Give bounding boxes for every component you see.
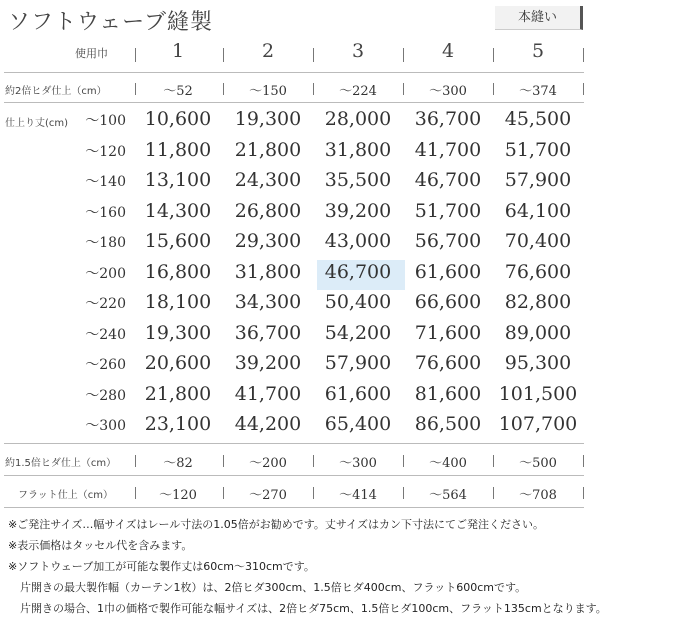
- price-cell: 61,600: [324, 382, 392, 405]
- width-2x-separator: [135, 83, 136, 95]
- header-separator: [403, 48, 404, 62]
- price-cell: 31,800: [324, 138, 392, 161]
- width-flat-separator: [403, 487, 404, 499]
- price-cell: 44,200: [234, 413, 302, 435]
- header-separator: [135, 48, 136, 62]
- column-header: 3: [351, 40, 365, 62]
- width-15x-rule: [4, 475, 584, 476]
- note-line: 片開きの場合、1巾の価格で製作可能な幅サイズは、2倍ヒダ75cm、1.5倍ヒダ100cm、フラット135cmとなります。: [20, 602, 607, 615]
- price-cell: 20,600: [144, 352, 212, 374]
- header-rule: [4, 72, 584, 73]
- price-cell: 14,300: [144, 199, 212, 222]
- price-cell: 28,000: [324, 108, 392, 130]
- width-flat-separator: [493, 487, 494, 499]
- price-cell: 43,000: [324, 230, 392, 252]
- width-flat-separator: [583, 487, 584, 499]
- price-cell: 29,300: [234, 230, 302, 252]
- price-rule: [4, 443, 584, 444]
- price-cell: 31,800: [234, 260, 302, 283]
- width-2x-separator: [223, 83, 224, 95]
- price-cell: 61,600: [414, 260, 482, 283]
- price-cell: 57,900: [324, 352, 392, 374]
- price-cell: 26,800: [234, 199, 302, 222]
- width-2x-value: ～224: [339, 84, 377, 99]
- width-15x-separator: [223, 455, 224, 467]
- price-cell: 64,100: [504, 199, 572, 222]
- column-header: 2: [261, 40, 275, 62]
- note-line: 片開きの最大製作幅（カーテン1枚）は、2倍ヒダ300cm、1.5倍ヒダ400cm、フラット600cmです。: [20, 581, 527, 594]
- note-line: ※ご発注サイズ…幅サイズはレール寸法の1.05倍がお勧めです。丈サイズはカン下寸法にてご発注ください。: [8, 518, 544, 531]
- width-2x-separator: [313, 83, 314, 95]
- width-flat-value: ～120: [159, 488, 197, 503]
- height-label: ～120: [85, 143, 126, 160]
- width-flat-value: ～564: [429, 488, 467, 503]
- width-2x-separator: [583, 83, 584, 95]
- width-flat-separator: [223, 487, 224, 499]
- price-cell: 16,800: [144, 260, 212, 283]
- width-flat-rule: [4, 507, 584, 508]
- header-separator: [493, 48, 494, 62]
- price-cell: 36,700: [234, 321, 302, 344]
- height-label: ～140: [85, 174, 126, 190]
- price-cell: 71,600: [414, 321, 482, 344]
- width-15x-label: 約1.5倍ヒダ仕上（cm）: [5, 458, 117, 469]
- note-line: ※ソフトウェーブ加工が可能な製作丈は60cm～310cmです。: [8, 560, 315, 573]
- width-flat-value: ～708: [519, 488, 557, 503]
- width-15x-value: ～82: [163, 456, 193, 471]
- price-cell: 56,700: [414, 230, 482, 252]
- price-cell: 13,100: [144, 169, 212, 191]
- price-cell: 86,500: [414, 413, 482, 435]
- price-cell: 19,300: [234, 108, 302, 130]
- height-label: ～260: [85, 357, 126, 373]
- width-flat-separator: [135, 487, 136, 499]
- price-cell: 23,100: [144, 413, 212, 435]
- note-line: ※表示価格はタッセル代を含みます。: [8, 539, 193, 552]
- width-2x-separator: [493, 83, 494, 95]
- price-cell: 10,600: [144, 108, 212, 130]
- column-header: 1: [171, 40, 185, 62]
- price-cell: 24,300: [234, 169, 302, 191]
- sewing-type-badge: 本縫い: [495, 6, 583, 30]
- width-15x-value: ～300: [339, 456, 377, 471]
- height-label: ～280: [85, 387, 126, 404]
- price-cell: 107,700: [498, 413, 578, 435]
- height-label: ～160: [85, 204, 126, 221]
- price-cell: 54,200: [324, 321, 392, 344]
- price-cell: 57,900: [504, 169, 572, 191]
- price-cell: 101,500: [498, 382, 578, 405]
- height-label: ～240: [85, 326, 126, 343]
- price-cell: 41,700: [234, 382, 302, 405]
- width-2x-value: ～300: [429, 84, 467, 99]
- price-cell: 36,700: [414, 108, 482, 130]
- width-2x-separator: [403, 83, 404, 95]
- price-cell: 15,600: [144, 230, 212, 252]
- price-cell: 19,300: [144, 321, 212, 344]
- price-cell: 76,600: [414, 352, 482, 374]
- column-header-label: 使用巾: [75, 47, 108, 60]
- price-cell: 76,600: [504, 260, 572, 283]
- price-cell: 51,700: [414, 199, 482, 222]
- width-2x-label: 約2倍ヒダ仕上（cm）: [5, 86, 107, 97]
- price-cell: 66,600: [414, 291, 482, 313]
- column-header: 4: [441, 40, 455, 62]
- height-header-label: 仕上り丈(cm): [5, 118, 69, 129]
- price-cell: 34,300: [234, 291, 302, 313]
- price-cell: 51,700: [504, 138, 572, 161]
- width-2x-rule: [4, 102, 584, 103]
- width-flat-label: フラット仕上（cm）: [18, 490, 114, 501]
- width-15x-separator: [135, 455, 136, 467]
- price-cell: 89,000: [504, 321, 572, 344]
- header-separator: [583, 48, 584, 62]
- width-15x-value: ～400: [429, 456, 467, 471]
- width-2x-value: ～374: [519, 84, 557, 99]
- width-2x-value: ～52: [163, 84, 193, 99]
- price-cell: 11,800: [144, 138, 212, 161]
- width-15x-value: ～200: [249, 456, 287, 471]
- price-cell: 81,600: [414, 382, 482, 405]
- price-cell: 45,500: [504, 108, 572, 130]
- width-15x-separator: [493, 455, 494, 467]
- height-label: ～300: [85, 418, 126, 434]
- header-separator: [223, 48, 224, 62]
- price-cell: 35,500: [324, 169, 392, 191]
- page-title: ソフトウェーブ縫製: [8, 10, 214, 35]
- price-cell: 65,400: [324, 413, 392, 435]
- column-header: 5: [531, 40, 545, 62]
- width-flat-separator: [313, 487, 314, 499]
- width-flat-value: ～414: [339, 488, 377, 503]
- height-label: ～200: [85, 265, 126, 282]
- price-cell: 39,200: [234, 352, 302, 374]
- price-cell: 41,700: [414, 138, 482, 161]
- price-cell: 39,200: [324, 199, 392, 222]
- price-cell: 50,400: [324, 291, 392, 313]
- price-cell: 46,700: [414, 169, 482, 191]
- price-cell: 46,700: [324, 260, 392, 283]
- price-cell: 95,300: [504, 352, 572, 374]
- height-label: ～220: [85, 296, 126, 312]
- width-15x-value: ～500: [519, 456, 557, 471]
- price-cell: 18,100: [144, 291, 212, 313]
- width-2x-value: ～150: [249, 84, 287, 99]
- width-15x-separator: [403, 455, 404, 467]
- price-cell: 70,400: [504, 230, 572, 252]
- width-15x-separator: [583, 455, 584, 467]
- width-15x-separator: [313, 455, 314, 467]
- height-label: ～180: [85, 235, 126, 251]
- price-cell: 82,800: [504, 291, 572, 313]
- width-flat-value: ～270: [249, 488, 287, 503]
- price-cell: 21,800: [234, 138, 302, 161]
- price-cell: 21,800: [144, 382, 212, 405]
- height-label: ～100: [85, 113, 126, 129]
- header-separator: [313, 48, 314, 62]
